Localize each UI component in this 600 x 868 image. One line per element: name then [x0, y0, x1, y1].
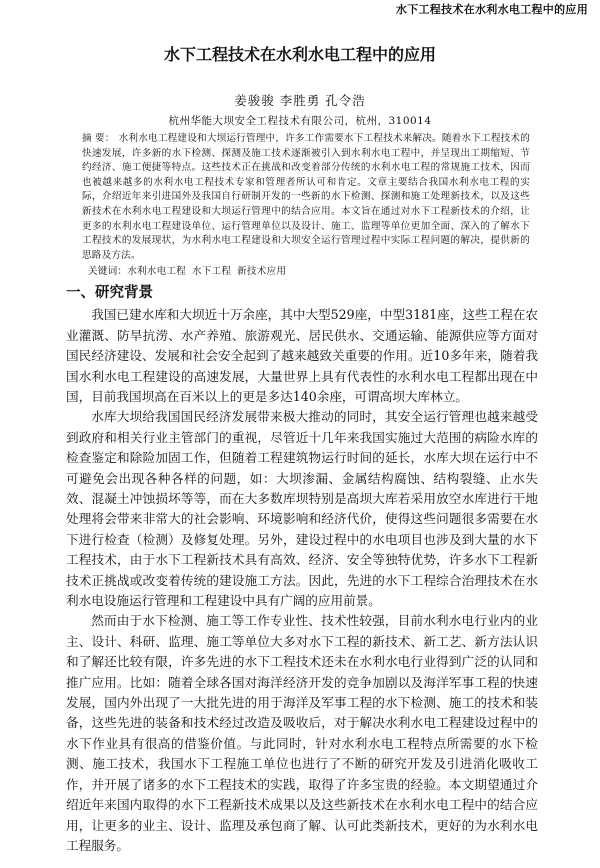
- body-text: [66, 305, 538, 856]
- section-heading: 一、研究背景: [66, 285, 153, 302]
- paragraph: 我国已建水库和大坝近十万余座，其中大型529座，中型3181座，这些工程在农业灌溉、防旱抗涝、水产养殖、旅游观光、居民供水、交通运输、能源供应等方面对国民经济建设、发展和社会安全起到了越来越致关重要的作用。近10多年来，随着我国水利水电工程建设的高速发展，大量世界上具有代表性的水利水电工程都出现在中国，目前我国坝高在百米以上的更是多达140余座，可谓高坝大库林立。: [66, 307, 538, 404]
- page-title: 水下工程技术在水利水电工程中的应用: [163, 45, 436, 64]
- abstract: [82, 132, 530, 263]
- keyword: 水下工程: [191, 266, 232, 278]
- abstract-text: 水利水电工程建设和大坝运行管理中，许多工作需要水下工程技术来解决。随着水下工程技术的快速发展，许多新的水下检测、探测及施工技术逐渐被引入到水利水电工程中，并呈现出工期缩短、节约经济、施工便捷等特点。这些技术正在挑战和改变着部分传统的水利水电工程的常规施工技术，因而也被越来越多的水利水电工程技术专家和管理者所认可和肯定。文章主要结合我国水利水电工程的实际，介绍近年来引进国外及我国自行研制开发的一些新的水下检测、探测和施工处理新技术，以及这些新技术在水利水电工程建设和大坝运行管理中的结合应用。本文旨在通过对水下工程新技术的介绍，让更多的水利水电工程建设单位、运行管理单位以及设计、施工、监理等单位更加全面、深入的了解水下工程技术的发展现状，为水利水电工程建设和大坝安全运行管理过程中实际工程问题的解决，提供新的思路及方法。: [82, 133, 530, 261]
- authors: 姜骏骏 李胜勇 孔令浩: [234, 93, 366, 108]
- paragraph: 然而由于水下检测、施工等工作专业性、技术性较强，目前水利水电行业内的业主、设计、科研、监理、施工等单位大多对水下工程的新技术、新工艺、新方法认识和了解还比较有限，许多先进的水下工程技术还未在水利水电行业得到广泛的认同和推广应用。比如：随着全球各国对海洋经济开发的竞争加剧以及海洋军事工程的快速发展，国内外出现了一大批先进的用于海洋及军事工程的水下检测、施工的技术和装备，这些先进的装备和技术经过改造及吸收后，对于解决水利水电工程建设过程中的水下作业具有很高的借鉴价值。与此同时，针对水利水电工程特点所需要的水下检测、施工技术，我国水下工程施工单位也进行了不断的研究开发及引进消化吸收工作，并开展了诸多的水下工程技术的实践，取得了许多宝贵的经验。本文期望通过介绍近年来国内取得的水下工程新技术成果以及这些新技术在水利水电工程中的结合应用，让更多的业主、设计、监理及承包商了解、认可此类新技术，更好的为水利水电工程服务。: [66, 613, 538, 853]
- keyword: 新技术应用: [237, 266, 287, 278]
- paragraph: 水库大坝给我国国民经济发展带来极大推动的同时，其安全运行管理也越来越受到政府和相关行业主管部门的重视，尽管近十几年来我国实施过大范围的病险水库的检查鉴定和除险加固工作，但随着工程建筑物运行时间的延长，水库大坝在运行中不可避免会出现各种各样的问题，如：大坝渗漏、金属结构腐蚀、结构裂缝、止水失效、混凝土冲蚀损坏等等，而在大多数库坝特别是高坝大库若采用放空水库进行干地处理将会带来非常大的社会影响、环境影响和经济代价，使得这些问题很多需要在水下进行检查（检测）及修复处理。另外，建设过程中的水电项目也涉及到大量的水下工程技术，由于水下工程新技术具有高效、经济、安全等独特优势，许多水下工程新技术正挑战或改变着传统的建设施工方法。因此，先进的水下工程综合治理技术在水利水电设施运行管理和工程建设中具有广阔的应用前景。: [66, 409, 538, 609]
- keywords: [88, 265, 600, 279]
- running-head: 水下工程技术在水利水电工程中的应用: [395, 3, 588, 16]
- abstract-label: 摘 要：: [82, 133, 115, 144]
- affiliation: 杭州华能大坝安全工程技术有限公司，杭州，310014: [168, 115, 432, 127]
- keywords-label: 关键词：: [88, 266, 128, 278]
- keyword: 水利水电工程: [127, 266, 186, 278]
